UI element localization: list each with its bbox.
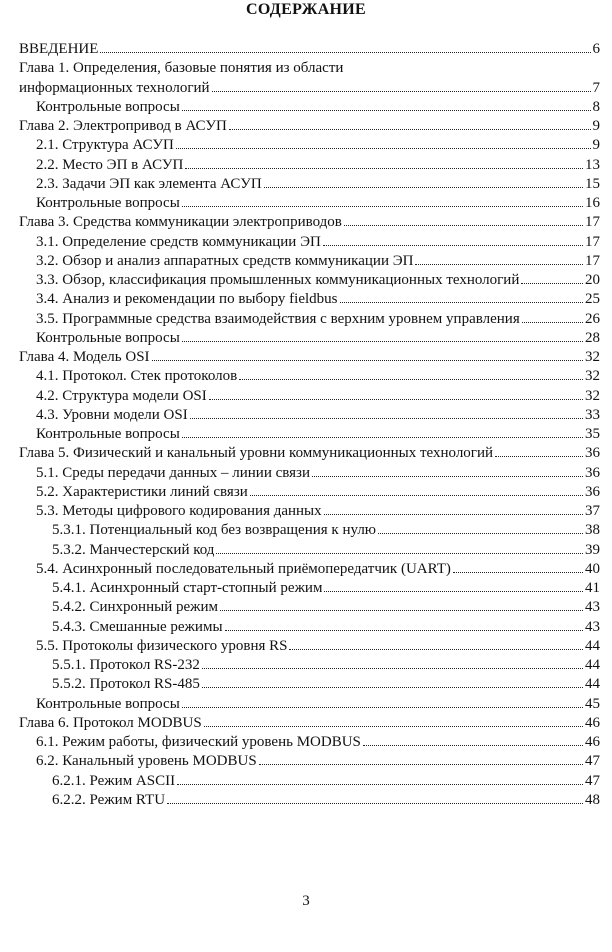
page-title: СОДЕРЖАНИЕ [245, 1, 367, 18]
toc-entry-page: 43 [585, 618, 600, 635]
toc-entry-page: 20 [585, 272, 600, 288]
toc-entry-page: 36 [585, 483, 600, 500]
toc-entry-title: Контрольные вопросы [36, 98, 180, 115]
toc-entry-page: 15 [585, 175, 600, 192]
toc-entry[interactable] [19, 40, 600, 59]
toc-entry[interactable] [19, 714, 600, 733]
dot-leader [259, 764, 583, 765]
toc-entry-title: 6.2.2. Режим RTU [52, 791, 166, 808]
toc-entry-title: Глава 4. Модель OSI [19, 349, 150, 365]
toc-entry-title: ВВЕДЕНИЕ [19, 41, 99, 57]
toc-entry-page: 16 [585, 195, 600, 211]
toc-entry-page: 40 [585, 560, 600, 577]
toc-entry[interactable] [19, 579, 600, 598]
toc-entry[interactable] [19, 329, 600, 348]
toc-entry-page: 38 [585, 522, 600, 539]
dot-leader [182, 341, 583, 342]
toc-entry-title: 6.1. Режим работы, физический уровень MODBUS [36, 734, 361, 750]
toc-entry[interactable] [19, 695, 600, 714]
toc-entry-title: 5.3.2. Манчестерский код [52, 541, 215, 558]
toc-entry-page: 44 [585, 657, 600, 673]
toc-entry-page: 47 [585, 753, 600, 770]
toc-entry-title: 3.4. Анализ и рекомендации по выбору fieldbus [36, 291, 338, 308]
toc-entry[interactable] [19, 598, 600, 617]
dot-leader [204, 726, 583, 727]
dot-leader [521, 283, 583, 284]
toc-entry-title: 5.4.3. Смешанные режимы [52, 618, 223, 635]
dot-leader [312, 476, 583, 477]
toc-entry[interactable] [19, 136, 600, 155]
toc-entry-title: 5.5. Протоколы физического уровня RS [36, 637, 288, 654]
toc-entry-title: 3.3. Обзор, классификация промышленных коммуникационных технологий [36, 272, 520, 288]
toc-entry-title: 5.4.1. Асинхронный старт-стопный режим [52, 580, 323, 596]
toc-entry-page: 45 [585, 695, 600, 712]
toc-entry[interactable] [19, 618, 600, 637]
dot-leader [182, 437, 583, 438]
dot-leader [202, 687, 583, 688]
dot-leader [363, 745, 583, 746]
toc-entry-page: 13 [585, 156, 600, 173]
toc-entry-title: Глава 2. Электропривод в АСУП [19, 118, 227, 134]
toc-entry-title: 4.3. Уровни модели OSI [36, 406, 188, 423]
toc-entry[interactable] [19, 194, 600, 213]
toc-entry-title: 4.2. Структура модели OSI [36, 387, 207, 404]
toc-entry-title: 5.1. Среды передачи данных – линии связи [36, 464, 310, 481]
toc-entry[interactable] [19, 733, 600, 752]
dot-leader [190, 418, 583, 419]
toc-entry-page: 9 [592, 118, 600, 134]
toc-entry-page: 9 [592, 137, 600, 154]
toc-entry[interactable] [19, 464, 600, 483]
dot-leader [323, 245, 583, 246]
toc-entry-page: 46 [585, 734, 600, 750]
toc-entry[interactable] [19, 637, 600, 656]
dot-leader [167, 803, 583, 804]
toc-entry-title: 2.2. Место ЭП в АСУП [36, 156, 184, 173]
toc-entry[interactable] [19, 213, 600, 232]
dot-leader [264, 187, 583, 188]
toc-entry[interactable] [19, 560, 600, 579]
toc-entry-page: 17 [585, 233, 600, 250]
toc-entry[interactable] [19, 541, 600, 560]
page-number: 3 [302, 893, 310, 909]
toc-entry-title: 5.5.2. Протокол RS-485 [52, 676, 200, 693]
toc-entry-page: 32 [585, 387, 600, 404]
toc-entry-page: 41 [585, 580, 600, 596]
dot-leader [344, 225, 583, 226]
dot-leader [182, 206, 583, 207]
dot-leader [220, 610, 583, 611]
dot-leader [176, 148, 591, 149]
toc-entry-page: 17 [585, 252, 600, 269]
toc-entry-page: 35 [585, 426, 600, 442]
toc-entry-page: 17 [585, 214, 600, 231]
toc-entry[interactable] [19, 406, 600, 425]
dot-leader [229, 129, 591, 130]
toc-entry-page: 36 [585, 464, 600, 481]
toc-entry[interactable] [19, 252, 600, 271]
dot-leader [209, 399, 583, 400]
toc-entry-page: 47 [585, 772, 600, 789]
toc-entry-title: 6.2. Канальный уровень MODBUS [36, 753, 257, 770]
toc-entry[interactable] [19, 387, 600, 406]
dot-leader [324, 514, 583, 515]
dot-leader [212, 91, 591, 92]
toc-entry-page: 36 [585, 445, 600, 462]
toc-entry[interactable] [19, 117, 600, 136]
toc-entry[interactable] [19, 772, 600, 791]
toc-entry-page: 25 [585, 291, 600, 308]
dot-leader [177, 784, 583, 785]
toc-entry[interactable] [19, 483, 600, 502]
dot-leader [415, 264, 583, 265]
toc-entry-title: 6.2.1. Режим ASCII [52, 772, 176, 789]
toc-entry[interactable] [19, 502, 600, 521]
toc-entry-page: 32 [585, 349, 600, 365]
toc-entry[interactable] [19, 752, 600, 771]
toc-entry-page: 43 [585, 599, 600, 616]
toc-entry-title: 4.1. Протокол. Стек протоколов [36, 368, 238, 385]
toc-entry-title: Глава 3. Средства коммуникации электроприводов [19, 214, 342, 231]
dot-leader [378, 533, 583, 534]
dot-leader [495, 456, 583, 457]
toc-entry-title: 2.3. Задачи ЭП как элемента АСУП [36, 175, 262, 192]
toc-entry-title: 2.1. Структура АСУП [36, 137, 174, 154]
toc-entry[interactable] [19, 656, 600, 675]
toc-entry[interactable] [19, 175, 600, 194]
toc-entry-title: Контрольные вопросы [36, 329, 180, 346]
toc-entry-title: 5.4.2. Синхронный режим [52, 599, 219, 616]
toc-entry[interactable] [19, 521, 600, 540]
toc-entry[interactable] [19, 425, 600, 444]
toc-entry-page: 28 [585, 329, 600, 346]
dot-leader [100, 52, 590, 53]
toc-entry[interactable] [19, 367, 600, 386]
toc-entry[interactable] [19, 348, 600, 367]
toc-entry-page: 44 [585, 676, 600, 693]
toc-entry-page: 48 [585, 791, 600, 808]
dot-leader [522, 322, 583, 323]
dot-leader [324, 591, 583, 592]
toc-entry-title: 5.4. Асинхронный последовательный приёмопередатчик (UART) [36, 560, 451, 577]
dot-leader [239, 379, 583, 380]
toc-entry[interactable] [19, 98, 600, 117]
dot-leader [182, 707, 583, 708]
dot-leader [340, 302, 583, 303]
toc-entry-title: 5.2. Характеристики линий связи [36, 483, 248, 500]
toc-entry[interactable] [19, 310, 600, 329]
toc-entry-title: Контрольные вопросы [36, 695, 180, 712]
toc-entry[interactable] [19, 290, 600, 309]
toc-entry[interactable] [19, 675, 600, 694]
toc-entry[interactable] [19, 156, 600, 175]
toc-entry-title: Глава 5. Физический и канальный уровни коммуникационных технологий [19, 445, 494, 462]
toc-entry-title: 3.2. Обзор и анализ аппаратных средств коммуникации ЭП [36, 252, 414, 269]
toc-entry-page: 6 [592, 41, 600, 57]
toc-entry-title: Контрольные вопросы [36, 426, 180, 442]
toc-entry-line2 [19, 79, 600, 98]
toc-entry[interactable] [19, 444, 600, 463]
toc-entry-page: 46 [585, 714, 600, 731]
toc-entry-title: 5.3. Методы цифрового кодирования данных [36, 503, 322, 519]
toc-entry-page: 32 [585, 368, 600, 385]
dot-leader [182, 110, 591, 111]
toc-entry-title: 3.5. Программные средства взаимодействия с верхним уровнем управления [36, 310, 520, 327]
dot-leader [152, 360, 583, 361]
dot-leader [289, 649, 583, 650]
toc-entry-page: 26 [585, 310, 600, 327]
dot-leader [453, 572, 583, 573]
toc-entry-title: 5.5.1. Протокол RS-232 [52, 657, 200, 673]
dot-leader [250, 495, 583, 496]
toc-entry[interactable] [19, 233, 600, 252]
table-of-contents [19, 40, 600, 810]
toc-entry[interactable] [19, 791, 600, 810]
toc-entry-title: Глава 6. Протокол MODBUS [19, 714, 202, 731]
toc-entry-page: 44 [585, 637, 600, 654]
dot-leader [185, 168, 583, 169]
toc-entry-title: 5.3.1. Потенциальный код без возвращения к нулю [52, 522, 377, 539]
toc-entry-title: 3.1. Определение средств коммуникации ЭП [36, 233, 321, 250]
toc-entry-page: 39 [585, 541, 600, 558]
dot-leader [202, 668, 583, 669]
toc-entry-page: 33 [585, 406, 600, 423]
toc-entry-page: 37 [585, 503, 600, 519]
toc-entry-title-line2: информационных технологий [19, 79, 210, 96]
toc-entry-title-line1: Глава 1. Определения, базовые понятия из области [19, 60, 344, 77]
toc-entry[interactable] [19, 271, 600, 290]
dot-leader [225, 630, 583, 631]
toc-entry[interactable] [19, 59, 600, 98]
toc-entry-page: 8 [592, 98, 600, 115]
dot-leader [216, 553, 583, 554]
toc-entry-page: 7 [592, 79, 600, 96]
toc-entry-title: Контрольные вопросы [36, 195, 180, 211]
